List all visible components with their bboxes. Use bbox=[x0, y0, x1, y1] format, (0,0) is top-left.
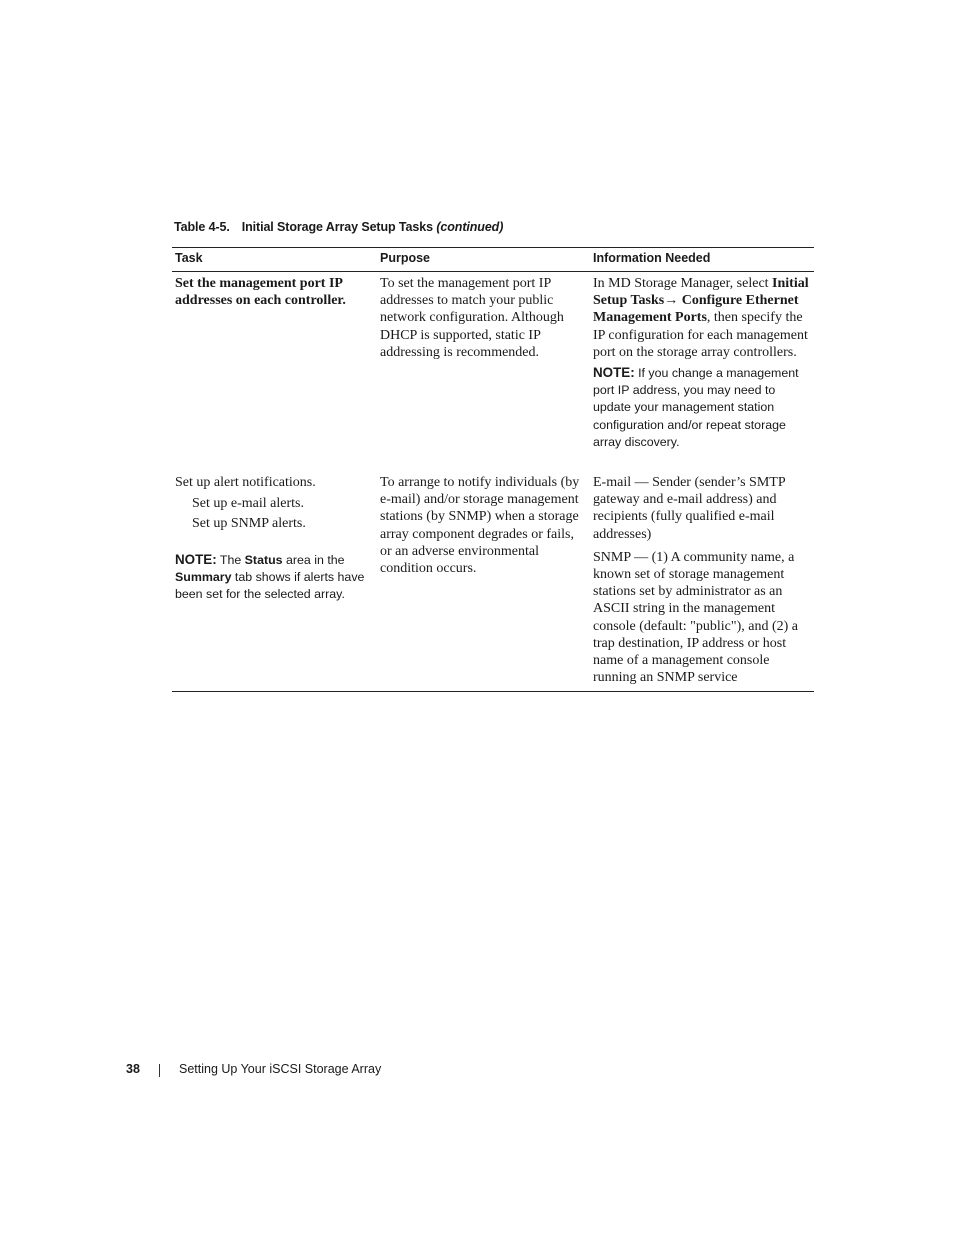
row2-note-text-1: The bbox=[216, 552, 245, 567]
column-header-purpose: Purpose bbox=[380, 251, 431, 265]
row1-note-text: If you change a management port IP address, you may need to update your management station configuration and/or repeat storage array discovery. bbox=[593, 366, 799, 449]
table-caption-label: Table 4-5. bbox=[174, 220, 230, 234]
row2-note-text-2: area in the bbox=[282, 552, 345, 567]
row2-note-summary: Summary bbox=[175, 569, 232, 584]
row2-info-snmp: SNMP — (1) A community name, a known set of storage management stations set by administrator as an ASCII string in the management console (default: "public"), and (2) a trap destination, IP address or host name of a management console running an SNMP service bbox=[593, 549, 799, 686]
footer-divider bbox=[159, 1064, 160, 1077]
row2-task-sub-email: Set up e-mail alerts. bbox=[192, 496, 304, 512]
table-caption-title: Initial Storage Array Setup Tasks bbox=[241, 220, 433, 234]
table-bottom-rule bbox=[172, 691, 814, 692]
row1-task: Set the management port IP addresses on each controller. bbox=[175, 276, 346, 309]
row2-note-label: NOTE: bbox=[175, 551, 217, 567]
row1-purpose: To set the management port IP addresses to match your public network configuration. Although DHCP is supported, static IP addressing is recommended. bbox=[380, 276, 564, 360]
table-top-rule bbox=[172, 247, 814, 248]
row1-info-menu-path: Initial Setup Tasks→ Configure Ethernet Management Ports bbox=[593, 276, 809, 326]
row1-note-label: NOTE: bbox=[593, 365, 635, 381]
row2-information-needed bbox=[593, 474, 811, 686]
column-header-task: Task bbox=[175, 251, 203, 265]
table-caption-continued: (continued) bbox=[436, 220, 504, 234]
row2-note bbox=[175, 551, 371, 604]
row1-info-paragraph bbox=[593, 275, 811, 361]
chapter-title: Setting Up Your iSCSI Storage Array bbox=[179, 1062, 382, 1076]
table-caption bbox=[174, 220, 503, 234]
row1-note bbox=[593, 364, 811, 451]
column-header-information-needed: Information Needed bbox=[593, 251, 711, 265]
row2-task-title: Set up alert notifications. bbox=[175, 475, 316, 490]
row1-info-rest: , then specify the IP configuration for each management port on the storage array controllers. bbox=[593, 310, 808, 360]
row2-info-email: E-mail — Sender (sender’s SMTP gateway and e-mail address) and recipients (fully qualified e-mail addresses) bbox=[593, 475, 786, 542]
page-number: 38 bbox=[126, 1062, 140, 1076]
row1-information-needed bbox=[593, 275, 811, 451]
row2-note-status: Status bbox=[244, 552, 283, 567]
row2-purpose: To arrange to notify individuals (by e-mail) and/or storage management stations (by SNMP) when a storage array component degrades or fails, or an adverse environmental condition occurs. bbox=[380, 475, 580, 577]
row2-task-sub-snmp: Set up SNMP alerts. bbox=[192, 516, 306, 532]
row2-note-text-3: tab shows if alerts have been set for the selected array. bbox=[175, 569, 365, 602]
row2-task bbox=[175, 474, 371, 603]
row1-info-intro: In MD Storage Manager, select bbox=[593, 276, 769, 291]
table-header-rule bbox=[172, 271, 814, 272]
